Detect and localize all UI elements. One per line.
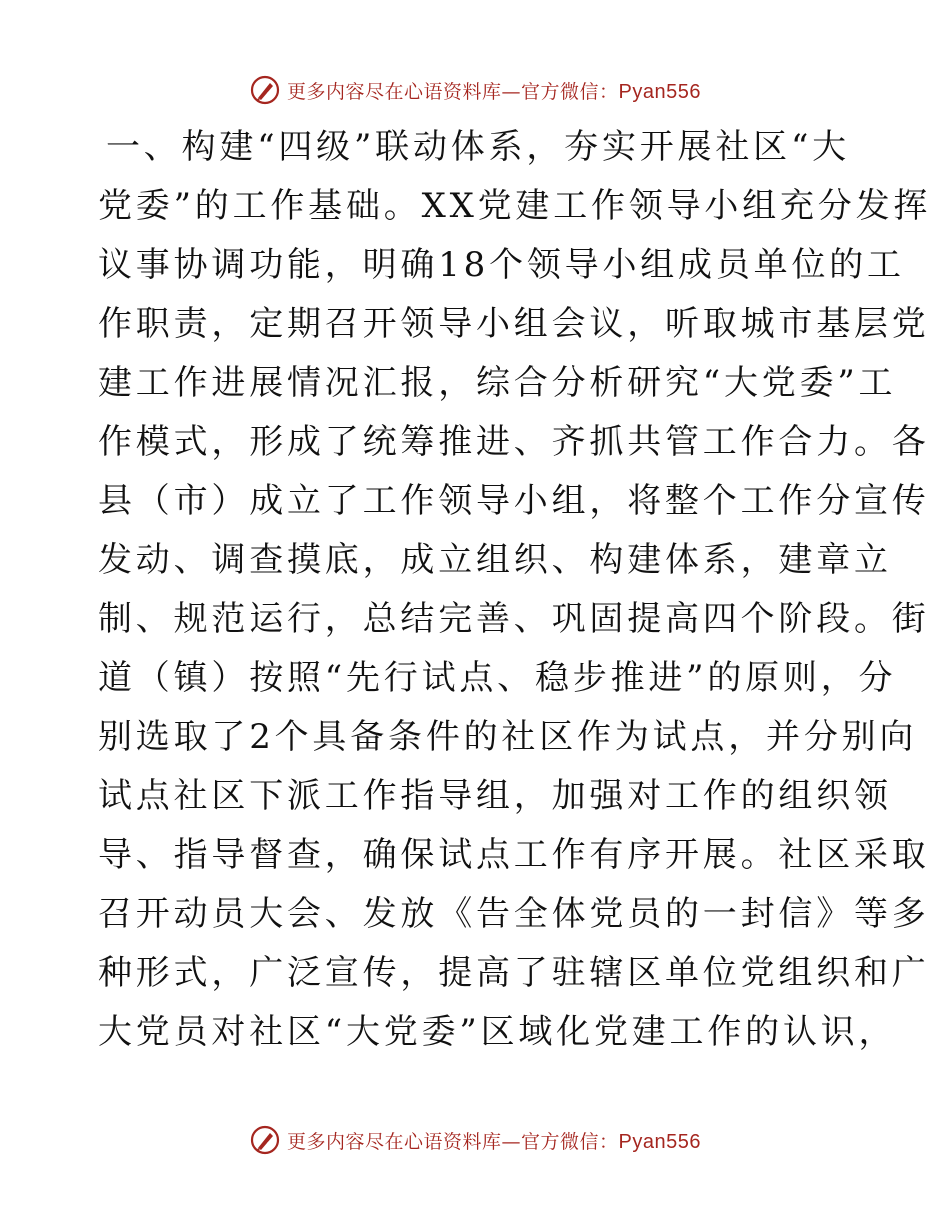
body-line: 大党员对社区“大党委”区域化党建工作的认识， — [98, 1012, 897, 1052]
pen-logo-icon — [249, 74, 281, 106]
body-line: 种形式，广泛宣传，提高了驻辖区单位党组织和广 — [98, 953, 930, 993]
pen-logo-icon — [249, 1124, 281, 1156]
body-line: 道（镇）按照“先行试点、稳步推进”的原则，分 — [98, 658, 897, 698]
body-line: 作职责，定期召开领导小组会议，听取城市基层党 — [98, 304, 930, 344]
body-line: 党委”的工作基础。XX党建工作领导小组充分发挥 — [98, 186, 932, 226]
body-line: 建工作进展情况汇报，综合分析研究“大党委”工 — [98, 363, 897, 403]
header-banner-text: 更多内容尽在心语资料库—官方微信：Pyan556 — [287, 80, 701, 103]
footer-wechat-id: Pyan556 — [618, 1130, 701, 1153]
footer-banner-text: 更多内容尽在心语资料库—官方微信：Pyan556 — [287, 1130, 701, 1153]
footer-banner — [0, 1120, 950, 1160]
body-line: 一、构建“四级”联动体系，夯实开展社区“大 — [106, 127, 850, 167]
document-body — [98, 118, 932, 1062]
body-line: 召开动员大会、发放《告全体党员的一封信》等多 — [98, 894, 930, 934]
body-line: 制、规范运行，总结完善、巩固提高四个阶段。街 — [98, 599, 930, 639]
body-line: 别选取了2个具备条件的社区作为试点，并分别向 — [98, 717, 918, 757]
header-wechat-id: Pyan556 — [618, 80, 701, 103]
body-line: 试点社区下派工作指导组，加强对工作的组织领 — [98, 776, 892, 816]
body-line: 发动、调查摸底，成立组织、构建体系，建章立 — [98, 540, 892, 580]
body-line: 作模式，形成了统筹推进、齐抓共管工作合力。各 — [98, 422, 930, 462]
body-line: 县（市）成立了工作领导小组，将整个工作分宣传 — [98, 481, 930, 521]
body-line: 导、指导督查，确保试点工作有序开展。社区采取 — [98, 835, 930, 875]
body-line: 议事协调功能，明确18个领导小组成员单位的工 — [98, 245, 905, 285]
header-banner — [0, 70, 950, 110]
